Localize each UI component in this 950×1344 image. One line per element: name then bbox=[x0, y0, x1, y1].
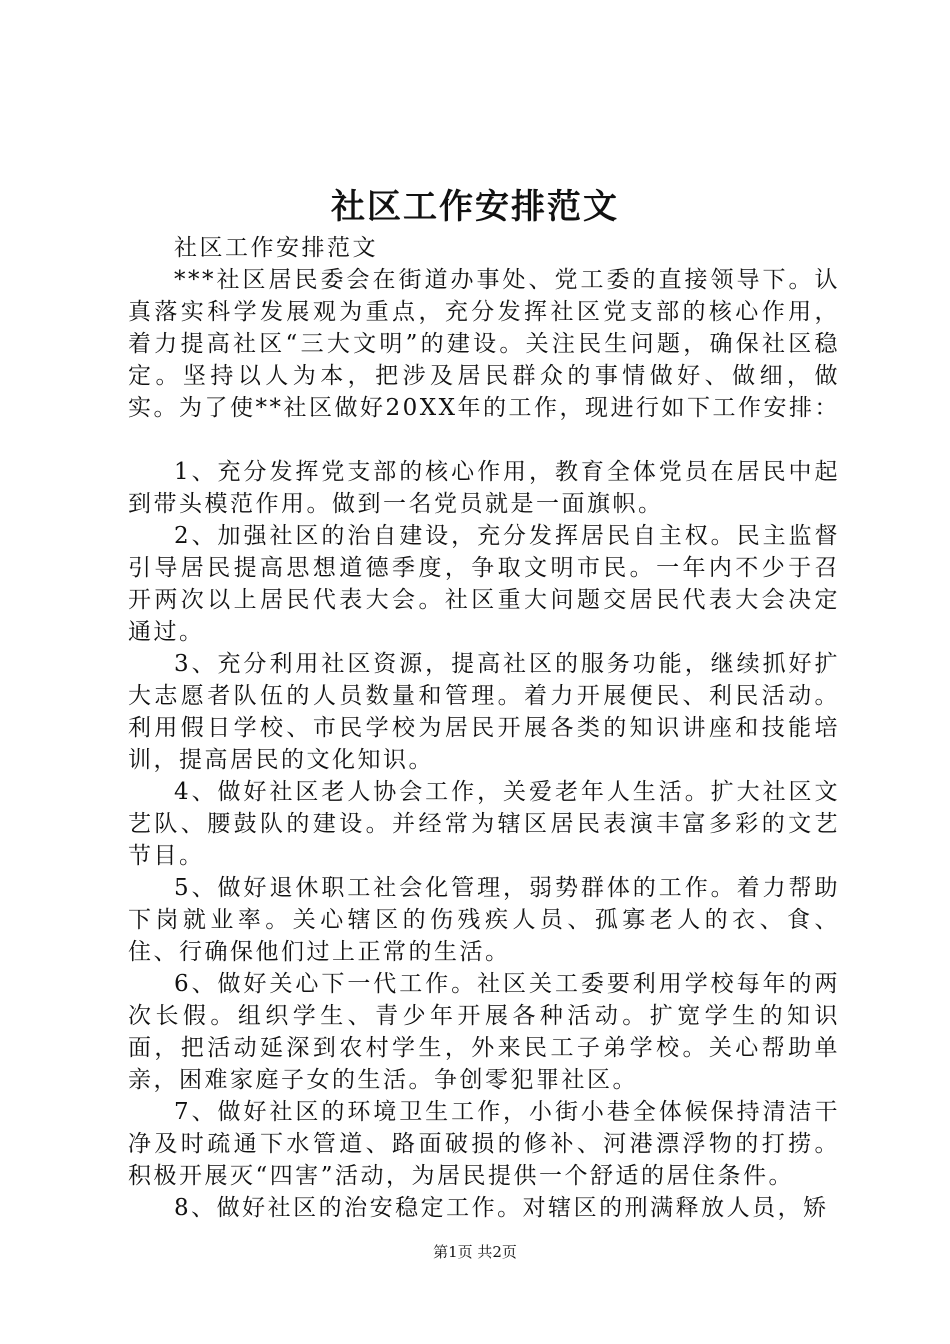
document-subtitle: 社区工作安排范文 bbox=[174, 235, 378, 261]
document-title: 社区工作安排范文 bbox=[331, 187, 619, 227]
list-item: 8、做好社区的治安稳定工作。对辖区的刑满释放人员，矫 bbox=[174, 1195, 829, 1221]
list-item: 2、加强社区的治自建设，充分发挥居民自主权。民主监督引导居民提高思想道德季度，争取文明市民。一年内不少于召开两次以上居民代表大会。社区重大问题交居民代表大会决定通过。 bbox=[128, 523, 840, 645]
list-item: 4、做好社区老人协会工作，关爱老年人生活。扩大社区文艺队、腰鼓队的建设。并经常为辖区居民表演丰富多彩的文艺节目。 bbox=[128, 779, 840, 869]
page-footer: 第1页 共2页 bbox=[433, 1243, 517, 1261]
list-item: 5、做好退休职工社会化管理，弱势群体的工作。着力帮助下岗就业率。关心辖区的伤残疾人员、孤寡老人的衣、食、住、行确保他们过上正常的生活。 bbox=[128, 875, 840, 965]
list-item: 7、做好社区的环境卫生工作，小街小巷全体候保持清洁干净及时疏通下水管道、路面破损的修补、河港漂浮物的打捞。积极开展灭“四害”活动，为居民提供一个舒适的居住条件。 bbox=[128, 1099, 840, 1189]
list-item: 6、做好关心下一代工作。社区关工委要利用学校每年的两次长假。组织学生、青少年开展各种活动。扩宽学生的知识面，把活动延深到农村学生，外来民工子弟学校。关心帮助单亲，困难家庭子女的生活。争创零犯罪社区。 bbox=[128, 971, 840, 1093]
list-item: 3、充分利用社区资源，提高社区的服务功能，继续抓好扩大志愿者队伍的人员数量和管理。着力开展便民、利民活动。利用假日学校、市民学校为居民开展各类的知识讲座和技能培训，提高居民的文化知识。 bbox=[128, 651, 840, 773]
list-item: 1、充分发挥党支部的核心作用，教育全体党员在居民中起到带头模范作用。做到一名党员就是一面旗帜。 bbox=[128, 459, 840, 517]
document-body bbox=[128, 232, 840, 1224]
intro-paragraph: ***社区居民委会在街道办事处、党工委的直接领导下。认真落实科学发展观为重点，充分发挥社区党支部的核心作用，着力提高社区“三大文明”的建设。关注民生问题，确保社区稳定。坚持以人为本，把涉及居民群众的事情做好、做细，做实。为了使**社区做好20XX年的工作，现进行如下工作安排： bbox=[128, 267, 841, 421]
